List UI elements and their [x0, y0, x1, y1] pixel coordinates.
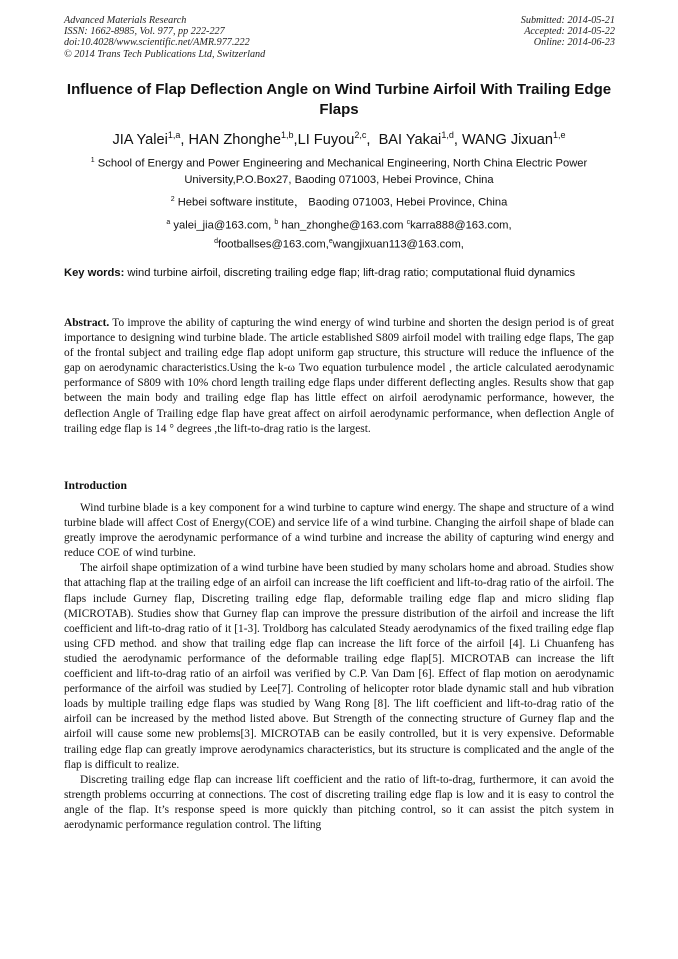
affiliation-2-sup: 2	[170, 196, 175, 203]
abstract-label: Abstract.	[64, 317, 110, 329]
author-name: HAN Zhonghe	[188, 131, 281, 148]
author-name: BAI Yakai	[378, 131, 442, 148]
author-separator: ,	[180, 131, 189, 148]
doi-line[interactable]: doi:10.4028/www.scientific.net/AMR.977.222	[64, 37, 250, 49]
email-sup: b	[274, 219, 279, 226]
email-b[interactable]: han_zhonghe@163.com	[281, 219, 404, 232]
journal-name: Advanced Materials Research	[64, 15, 187, 26]
journal-header-right	[521, 15, 615, 49]
author-affil-sup: 1,b	[281, 130, 294, 140]
journal-header-left	[64, 15, 265, 60]
affiliation-1-text: School of Energy and Power Engineering and Mechanical Engineering, North China Electric Power University,P.O.Box27, Baoding 071003, Hebei Province, China	[97, 157, 588, 186]
author-affil-sup: 2,c	[354, 130, 367, 140]
email-d[interactable]: footballses@163.com,	[217, 238, 329, 251]
author-name: LI Fuyou	[297, 131, 355, 148]
issn-line: ISSN: 1662-8985, Vol. 977, pp 222-227	[64, 26, 225, 38]
email-a[interactable]: yalei_jia@163.com,	[173, 219, 272, 232]
introduction-body	[64, 501, 614, 833]
copyright-line: © 2014 Trans Tech Publications Ltd, Switzerland	[64, 48, 266, 60]
intro-paragraph-1: Wind turbine blade is a key component for a wind turbine to capture wind energy. The shape and structure of a wind turbine blade will affect Cost of Energy(COE) and service life of a wind turbine. Changing the airfoil shape of blade can greatly improve the aerodynamic performance of a wind turbine and increase the ability of capturing wind energy and reduce COE of wind turbine.	[64, 502, 614, 560]
author-name: WANG Jixuan	[461, 131, 554, 148]
paper-title: Influence of Flap Deflection Angle on Wind Turbine Airfoil With Trailing Edge Flaps	[66, 81, 612, 118]
abstract-text: To improve the ability of capturing the wind energy of wind turbine and shorten the design period is of great importance to designing wind turbine blade. The article established S809 airfoil model with trailing edge flaps, The gap of the frontal subject and trailing edge flap adopt uniform gap structure, this structure will reduce the influence of the gap on aerodynamic characteristics.Using the k-ω Two equation turbulence model , the article calculated aerodynamic performance of S809 with 10% chord length trailing edge flaps under different deflecting angles. Results show that gap between the main body and trailing edge flap has little effect on airfoil aerodynamic performance, however, the deflection Angle of Trailing edge flap have great affect on airfoil aerodynamic performance, when deflection Angle of trailing edge flap is 14 ° degrees ,the lift-to-drag ratio is the largest.	[64, 317, 614, 435]
author-affil-sup: 1,a	[167, 130, 181, 140]
online-date: Online: 2014-06-23	[533, 37, 615, 49]
email-sup: c	[406, 219, 411, 226]
affiliation-1-sup: 1	[90, 157, 95, 164]
email-e[interactable]: wangjixuan113@163.com,	[332, 238, 464, 251]
email-list	[60, 215, 618, 252]
author-name: JIA Yalei	[112, 131, 168, 148]
abstract-section	[64, 316, 614, 437]
affiliation-1	[60, 153, 618, 188]
email-c[interactable]: karra888@163.com,	[410, 219, 512, 232]
email-sup: a	[166, 219, 171, 226]
email-sup: d	[214, 237, 218, 245]
keywords-section	[64, 266, 614, 281]
keywords-label: Key words:	[64, 267, 125, 279]
author-list	[40, 126, 638, 149]
email-sup: e	[328, 237, 333, 245]
keywords-text: wind turbine airfoil, discreting trailing edge flap; lift-drag ratio; computational fluid dynamics	[124, 267, 576, 279]
intro-paragraph-2: The airfoil shape optimization of a wind turbine have been studied by many scholars home and abroad. Studies show that attaching flap at the trailing edge of an airfoil can increase the lift coefficient and lift-to-drag ratio of the airfoil. The flaps include Gurney flap, Discreting trailing edge flap, deformable trailing edge flap and micro sliding flap (MICROTAB). Studies show that Gurney flap can improve the pressure distribution of the airfoil and increase the lift coefficient and lift-to-drag ratio of it [1-3]. Troldborg has calculated Steady aerodynamics of the fixed trailing edge flap using CFD method. and show that trailing edge flap can increase the lift force of the airfoil [4]. Li Chuanfeng has studied the aerodynamic performance of the deformable trailing edge flap[5]. MICROTAB can increase the lift coefficient and lift-to-drag ratio of an airfoil was verified by C.P. Van Dam [6]. Effect of flap motion on aerodynamic performance of the airfoil was studied by Lee[7]. Controling of helicopter rotor blade dynamic stall and hub vibration loads by multiple trailing edge flaps was studied by Wang Rong [8]. The lift coefficient and lift-to-drag ratio of the airfoil can be increased by the method listed above. But Strength of the connecting structure of Gurney flap and the airfoil will cause some new problems[3]. MICROTAB can be easily controlled, but it is very expensive. Deformable trailing edge flap can greatly improve aerodynamics characteristics, but its structure is complicated and the angle of the flap is difficult to realize.	[64, 562, 614, 771]
intro-paragraph-3: Discreting trailing edge flap can increase lift coefficient and the ratio of lift-to-drag, furthermore, it can avoid the strength problems occurring at connections. The cost of discreting trailing edge flap is low and it is easy to control the angle of the flap. It’s response speed is more quickly than pitching control, so it can assist the pitch system in aerodynamic performance regulation control. The lifting	[64, 773, 614, 831]
affiliation-2	[60, 192, 618, 211]
affiliation-2-text: Hebei software institute， Baoding 071003, Hebei Province, China	[177, 196, 508, 209]
author-separator: ,	[293, 131, 298, 148]
author-separator: ,	[366, 131, 379, 148]
accepted-date: Accepted: 2014-05-22	[524, 26, 615, 38]
introduction-heading: Introduction	[64, 479, 127, 492]
author-separator: ,	[453, 131, 462, 148]
author-affil-sup: 1,e	[553, 130, 566, 140]
submitted-date: Submitted: 2014-05-21	[520, 15, 615, 26]
author-affil-sup: 1,d	[441, 130, 454, 140]
